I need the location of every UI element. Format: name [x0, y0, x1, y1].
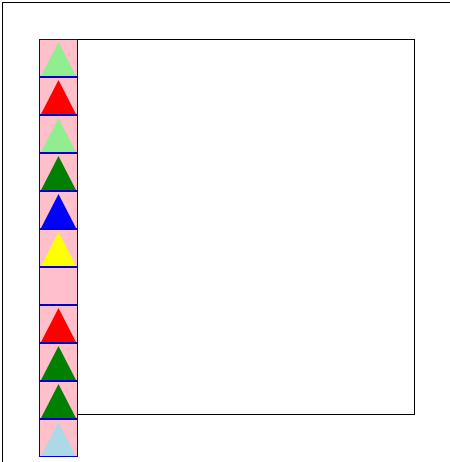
red-triangle-icon [40, 78, 77, 114]
palette-tile-10[interactable] [39, 381, 78, 419]
light-blue-triangle-icon [40, 420, 77, 456]
triangle-shape [41, 42, 76, 76]
palette-tile-6[interactable] [39, 229, 78, 267]
green-triangle-icon [40, 382, 77, 418]
triangle-shape [41, 232, 76, 266]
palette-tile-11[interactable] [39, 419, 78, 457]
triangle-shape [41, 384, 76, 418]
green-triangle-icon [40, 154, 77, 190]
yellow-triangle-icon [40, 230, 77, 266]
palette-tile-1[interactable] [39, 39, 78, 77]
palette-tile-2[interactable] [39, 77, 78, 115]
triangle-shape [41, 346, 76, 380]
palette-tile-8[interactable] [39, 305, 78, 343]
palette-tile-7[interactable] [39, 267, 78, 305]
triangle-shape [41, 118, 76, 152]
triangle-shape [41, 422, 76, 456]
triangle-shape [41, 156, 76, 190]
palette-tile-4[interactable] [39, 153, 78, 191]
red-triangle-icon [40, 306, 77, 342]
drop-canvas[interactable] [39, 39, 415, 415]
light-green-triangle-icon [40, 40, 77, 76]
triangle-shape [41, 194, 76, 228]
palette-tile-5[interactable] [39, 191, 78, 229]
palette-tile-3[interactable] [39, 115, 78, 153]
green-triangle-icon [40, 344, 77, 380]
tile-palette [39, 39, 78, 457]
blue-triangle-icon [40, 192, 77, 228]
triangle-shape [41, 308, 76, 342]
light-green-triangle-icon [40, 116, 77, 152]
triangle-shape [41, 80, 76, 114]
palette-tile-9[interactable] [39, 343, 78, 381]
